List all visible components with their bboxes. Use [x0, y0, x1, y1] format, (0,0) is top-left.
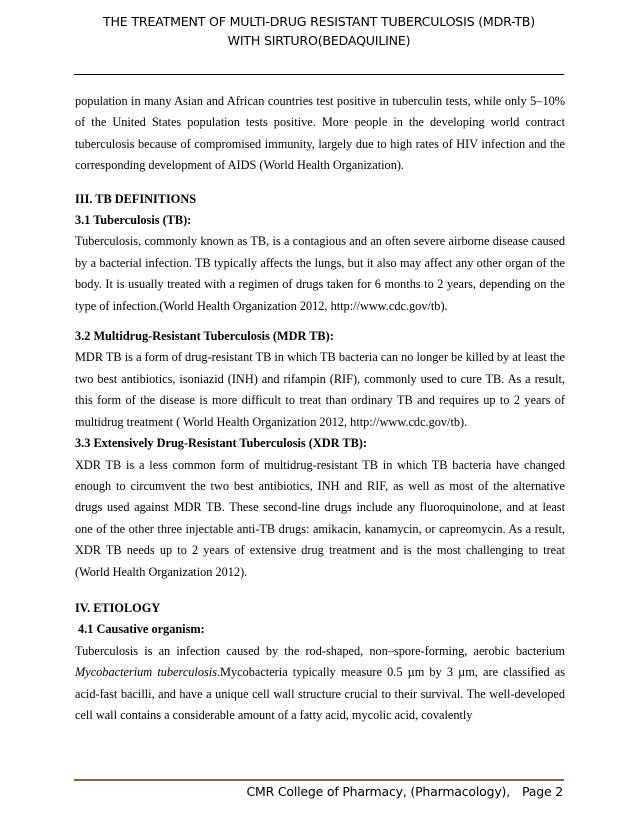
paragraph-tb: Tuberculosis, commonly known as TB, is a contagious and an often severe airborne disease caused by a bacterial infection. TB typically affects the lungs, but it also may affect any other organ of the body. It is usually treated with a regimen of drugs taken for 6 months to 2 years, depending on the type of infection.(World Health Organization 2012, http://www.cdc.gov/tb).	[75, 234, 565, 313]
subsection-heading-tb: 3.1 Tuberculosis (TB):	[75, 213, 192, 228]
subsection-heading-mdr-tb: 3.2 Multidrug-Resistant Tuberculosis (MDR TB):	[75, 329, 334, 344]
text-run: Tuberculosis is an infection caused by the rod-shaped, non–spore-forming, aerobic bacterium	[75, 643, 565, 658]
footer-divider	[74, 779, 564, 781]
running-footer	[247, 784, 563, 799]
organism-name: Mycobacterium tuberculosis	[75, 665, 217, 680]
intro-paragraph: population in many Asian and African countries test positive in tuberculin tests, while only 5–10% of the United States population tests positive. More people in the developing world contract tuberculosis because of compromised immunity, largely due to high rates of HIV infection and the corresponding development of AIDS (World Health Organization).	[75, 94, 565, 173]
page-number: Page 2	[522, 784, 563, 799]
text-run: .Mycobacteria typically measure 0.5 µm by 3 µm, are classified as acid-fast bacilli, and have a unique cell wall structure crucial to their survival. The well-developed cell wall contains a considerable amount of a fatty acid, mycolic acid, covalently	[75, 665, 565, 722]
paragraph-mdr-tb: MDR TB is a form of drug-resistant TB in which TB bacteria can no longer be killed by at least the two best antibiotics, isoniazid (INH) and rifampin (RIF), commonly used to cure TB. As a result, this form of the disease is more difficult to treat than ordinary TB and requires up to 2 years of multidrug treatment ( World Health Organization 2012, http://www.cdc.gov/tb).	[75, 350, 565, 429]
section-heading-etiology: IV. ETIOLOGY	[75, 600, 161, 615]
paragraph-causative-organism	[75, 641, 565, 727]
running-header	[40, 12, 598, 50]
header-title-line2: WITH SIRTURO(BEDAQUILINE)	[227, 33, 411, 48]
header-title-line1: THE TREATMENT OF MULTI-DRUG RESISTANT TUBERCULOSIS (MDR-TB)	[103, 14, 535, 29]
header-divider	[74, 74, 564, 75]
footer-college: CMR College of Pharmacy, (Pharmacology),	[246, 784, 510, 799]
paragraph-xdr-tb: XDR TB is a less common form of multidrug-resistant TB in which TB bacteria have changed enough to circumvent the two best antibiotics, INH and RIF, as well as most of the alternative drugs used against MDR TB. These second-line drugs include any fluoroquinolone, and at least one of the other three injectable anti-TB drugs: amikacin, kanamycin, or capreomycin. As a result, XDR TB needs up to 2 years of extensive drug treatment and is the most challenging to treat (World Health Organization 2012).	[75, 457, 565, 579]
section-heading-definitions: III. TB DEFINITIONS	[75, 191, 197, 206]
document-body	[75, 91, 565, 726]
subsection-heading-xdr-tb: 3.3 Extensively Drug-Resistant Tuberculosis (XDR TB):	[75, 436, 367, 451]
subsection-heading-causative-organism: 4.1 Causative organism:	[78, 622, 205, 637]
